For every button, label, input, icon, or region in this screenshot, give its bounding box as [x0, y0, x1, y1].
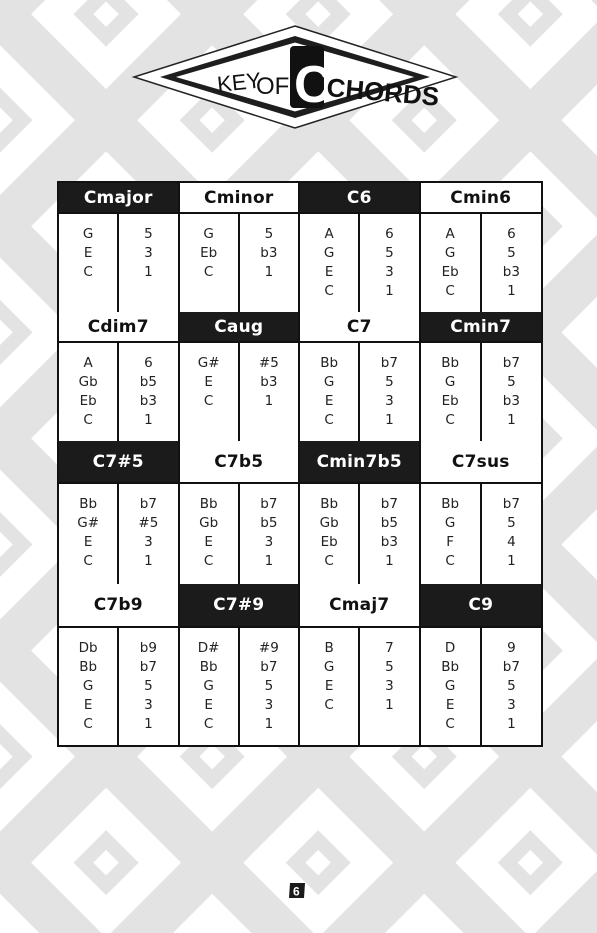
- chord-block: [421, 183, 542, 312]
- chord-name: C6: [300, 183, 419, 214]
- notes-column: [180, 343, 240, 441]
- interval: b5: [380, 515, 398, 531]
- note: Gb: [319, 515, 339, 531]
- interval: 5: [385, 374, 394, 390]
- note: B: [324, 640, 334, 656]
- interval: 5: [507, 245, 516, 261]
- chord-body: [300, 628, 419, 745]
- interval: b3: [380, 534, 398, 550]
- banner-of: OF: [256, 73, 290, 100]
- note: Db: [78, 640, 98, 656]
- interval: b7: [502, 659, 520, 675]
- interval: 5: [144, 226, 153, 242]
- interval: 5: [507, 374, 516, 390]
- interval: 3: [385, 393, 394, 409]
- intervals-column: [482, 484, 541, 584]
- intervals-column: [119, 628, 177, 745]
- chord-body: [421, 343, 542, 441]
- notes-column: [421, 628, 482, 745]
- chord-body: [421, 214, 542, 312]
- chord-body: [59, 343, 178, 441]
- note: E: [83, 697, 93, 713]
- chord-name: Cmin7: [421, 312, 542, 343]
- notes-column: [300, 628, 360, 745]
- interval: 6: [507, 226, 516, 242]
- chord-name: C7#9: [180, 584, 299, 628]
- chord-name: C7b5: [180, 441, 299, 484]
- note: Bb: [441, 355, 460, 371]
- chord-name: Cmin6: [421, 183, 542, 214]
- chord-body: [421, 484, 542, 584]
- page-number-badge: [288, 882, 306, 899]
- note: Gb: [78, 374, 98, 390]
- intervals-column: [360, 484, 418, 584]
- chord-block: [180, 584, 301, 745]
- interval: 1: [264, 716, 274, 732]
- note: E: [204, 697, 213, 713]
- note: Gb: [199, 515, 219, 531]
- interval: b5: [260, 515, 278, 531]
- interval: 1: [507, 412, 516, 428]
- interval: b7: [260, 496, 278, 512]
- note: C: [83, 716, 93, 732]
- note: G: [82, 226, 94, 242]
- chord-body: [421, 628, 542, 745]
- chord-name: Caug: [180, 312, 299, 343]
- chord-name: C7#5: [59, 441, 178, 484]
- interval: #5: [258, 355, 279, 371]
- note: C: [83, 264, 93, 280]
- note: G: [444, 515, 456, 531]
- interval: 5: [144, 678, 153, 694]
- note: E: [445, 697, 455, 713]
- intervals-column: [240, 628, 298, 745]
- notes-column: [59, 343, 119, 441]
- interval: 5: [385, 245, 394, 261]
- page-number: 6: [293, 884, 300, 899]
- interval: 1: [385, 697, 394, 713]
- interval: 1: [144, 264, 153, 280]
- note: C: [324, 553, 334, 569]
- chord-body: [180, 484, 299, 584]
- note: G: [323, 245, 335, 261]
- interval: b7: [502, 355, 520, 371]
- note: G: [323, 374, 335, 390]
- interval: #5: [138, 515, 159, 531]
- chord-name: Cdim7: [59, 312, 178, 343]
- chord-name: Cmajor: [59, 183, 178, 214]
- interval: 5: [264, 678, 274, 694]
- note: C: [203, 553, 214, 569]
- intervals-column: [240, 484, 298, 584]
- note: G: [444, 678, 456, 694]
- chord-block: [300, 312, 421, 441]
- note: Bb: [79, 496, 98, 512]
- notes-column: [421, 343, 482, 441]
- notes-column: [300, 343, 360, 441]
- interval: 7: [385, 640, 394, 656]
- chord-block: [421, 584, 542, 745]
- interval: 3: [144, 697, 153, 713]
- chord-body: [59, 214, 178, 312]
- note: C: [445, 283, 455, 299]
- note: G: [203, 678, 214, 694]
- notes-column: [421, 484, 482, 584]
- banner-c: C: [294, 56, 332, 114]
- chord-block: [421, 441, 542, 584]
- chord-block: [180, 183, 301, 312]
- note: Eb: [441, 393, 459, 409]
- note: G#: [197, 355, 220, 371]
- interval: 3: [507, 697, 516, 713]
- interval: b3: [502, 393, 520, 409]
- intervals-column: [119, 484, 177, 584]
- note: E: [204, 374, 213, 390]
- note: Bb: [199, 659, 218, 675]
- note: E: [83, 245, 93, 261]
- interval: b5: [139, 374, 157, 390]
- note: C: [324, 283, 334, 299]
- note: Bb: [320, 355, 339, 371]
- chord-block: [59, 584, 180, 745]
- note: Bb: [199, 496, 218, 512]
- intervals-column: [360, 628, 418, 745]
- interval: 3: [264, 534, 274, 550]
- notes-column: [59, 484, 119, 584]
- chord-block: [421, 312, 542, 441]
- interval: 5: [385, 659, 394, 675]
- note: Bb: [441, 496, 460, 512]
- interval: b7: [260, 659, 278, 675]
- note: G: [323, 659, 335, 675]
- note: E: [324, 264, 334, 280]
- note: C: [203, 716, 214, 732]
- intervals-column: [482, 343, 541, 441]
- chord-body: [300, 343, 419, 441]
- interval: b7: [502, 496, 520, 512]
- note: D: [444, 640, 456, 656]
- interval: b7: [139, 496, 157, 512]
- note: C: [203, 264, 214, 280]
- chord-block: [59, 441, 180, 584]
- note: A: [324, 226, 334, 242]
- interval: 1: [507, 716, 516, 732]
- interval: 1: [507, 553, 516, 569]
- interval: b7: [380, 355, 398, 371]
- chord-body: [180, 628, 299, 745]
- chord-body: [300, 214, 419, 312]
- interval: 1: [385, 283, 394, 299]
- interval: 1: [144, 412, 153, 428]
- note: A: [83, 355, 93, 371]
- chord-block: [300, 584, 421, 745]
- note: E: [324, 393, 334, 409]
- chord-block: [300, 441, 421, 584]
- chord-block: [59, 183, 180, 312]
- chord-name: C9: [421, 584, 542, 628]
- interval: 3: [264, 697, 274, 713]
- chord-block: [300, 183, 421, 312]
- interval: b9: [139, 640, 157, 656]
- interval: 1: [264, 393, 274, 409]
- chord-name: C7sus: [421, 441, 542, 484]
- notes-column: [180, 484, 240, 584]
- note: Bb: [79, 659, 98, 675]
- note: Eb: [441, 264, 459, 280]
- chord-name: Cmaj7: [300, 584, 419, 628]
- interval: 1: [385, 553, 394, 569]
- interval: 1: [264, 553, 274, 569]
- note: Eb: [200, 245, 218, 261]
- note: C: [324, 697, 334, 713]
- interval: 1: [385, 412, 394, 428]
- note: Eb: [79, 393, 97, 409]
- interval: 5: [507, 678, 516, 694]
- chord-name: Cmin7b5: [300, 441, 419, 484]
- intervals-column: [482, 628, 541, 745]
- interval: 1: [144, 553, 153, 569]
- interval: b7: [139, 659, 157, 675]
- intervals-column: [119, 214, 177, 312]
- note: C: [83, 412, 93, 428]
- chord-block: [180, 441, 301, 584]
- interval: 3: [144, 245, 153, 261]
- interval: 1: [144, 716, 153, 732]
- chord-body: [300, 484, 419, 584]
- chord-block: [59, 312, 180, 441]
- note: E: [204, 534, 213, 550]
- interval: #9: [258, 640, 279, 656]
- note: G: [444, 374, 456, 390]
- banner-key: KEY: [215, 67, 263, 97]
- intervals-column: [119, 343, 177, 441]
- interval: b3: [502, 264, 520, 280]
- note: Bb: [441, 659, 460, 675]
- title-banner: [130, 22, 460, 132]
- interval: 3: [144, 534, 153, 550]
- note: G: [203, 226, 214, 242]
- interval: 3: [385, 678, 394, 694]
- intervals-column: [360, 214, 418, 312]
- note: Eb: [320, 534, 338, 550]
- interval: 3: [385, 264, 394, 280]
- interval: 5: [507, 515, 516, 531]
- chord-body: [59, 484, 178, 584]
- notes-column: [180, 628, 240, 745]
- note: Bb: [320, 496, 339, 512]
- note: C: [445, 553, 455, 569]
- note: G: [82, 678, 94, 694]
- interval: 5: [264, 226, 274, 242]
- interval: 1: [264, 264, 274, 280]
- chord-body: [180, 343, 299, 441]
- interval: 4: [507, 534, 516, 550]
- note: C: [445, 412, 455, 428]
- chord-name: Cminor: [180, 183, 299, 214]
- note: C: [83, 553, 93, 569]
- interval: b7: [380, 496, 398, 512]
- note: A: [445, 226, 455, 242]
- note: E: [83, 534, 93, 550]
- interval: b3: [260, 374, 278, 390]
- notes-column: [180, 214, 240, 312]
- intervals-column: [240, 214, 298, 312]
- chord-name: C7: [300, 312, 419, 343]
- note: C: [324, 412, 334, 428]
- notes-column: [300, 484, 360, 584]
- note: C: [203, 393, 214, 409]
- note: G: [444, 245, 456, 261]
- interval: b3: [139, 393, 157, 409]
- note: D#: [197, 640, 220, 656]
- note: F: [446, 534, 454, 550]
- note: E: [324, 678, 334, 694]
- interval: b3: [260, 245, 278, 261]
- note: C: [445, 716, 455, 732]
- notes-column: [59, 628, 119, 745]
- chord-body: [180, 214, 299, 312]
- interval: 1: [507, 283, 516, 299]
- chord-body: [59, 628, 178, 745]
- interval: 6: [144, 355, 153, 371]
- note: G#: [77, 515, 100, 531]
- intervals-column: [482, 214, 541, 312]
- chord-chart: [57, 181, 543, 747]
- notes-column: [300, 214, 360, 312]
- notes-column: [421, 214, 482, 312]
- interval: 9: [507, 640, 516, 656]
- interval: 6: [385, 226, 394, 242]
- chord-name: C7b9: [59, 584, 178, 628]
- intervals-column: [360, 343, 418, 441]
- notes-column: [59, 214, 119, 312]
- banner-chords: CHORDS: [325, 72, 441, 112]
- intervals-column: [240, 343, 298, 441]
- chord-block: [180, 312, 301, 441]
